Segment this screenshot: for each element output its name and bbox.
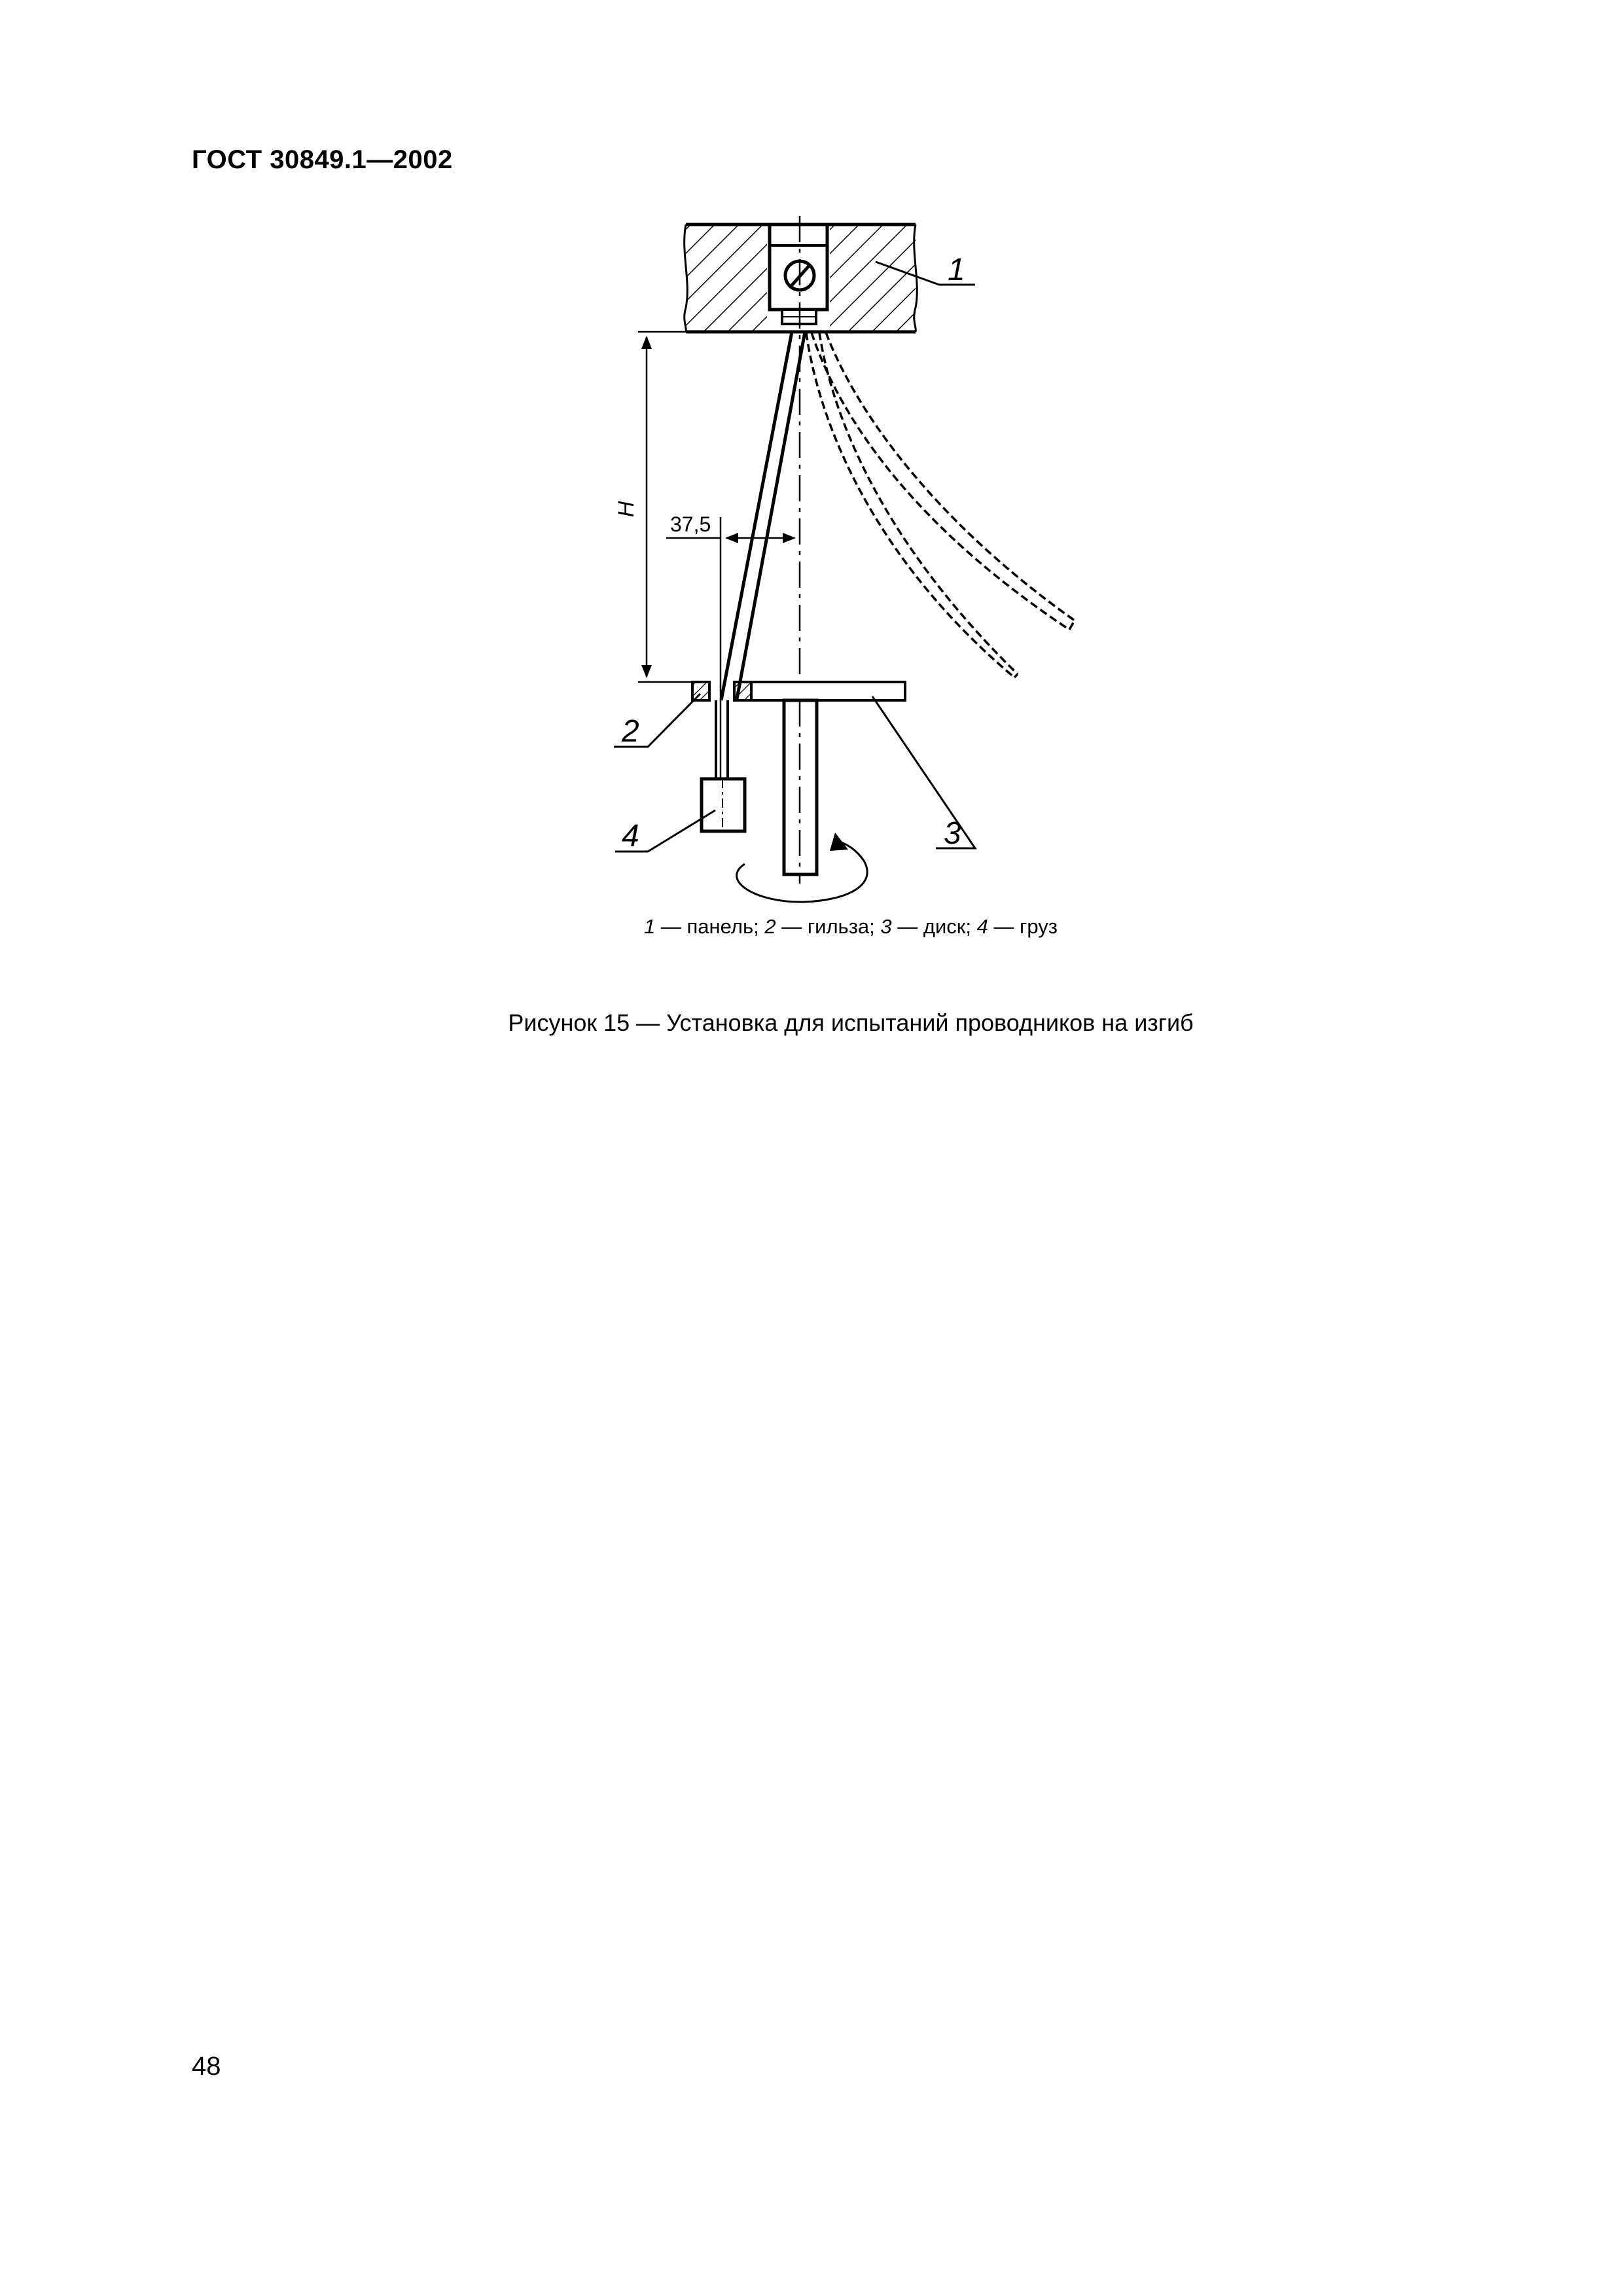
conductor-deflected [806, 332, 1075, 677]
dimension-h-label: H [614, 501, 639, 518]
callout-3: 3 [944, 816, 961, 851]
legend-text-4: — груз [988, 915, 1058, 938]
legend-num-3: 3 [880, 915, 892, 938]
legend-text-3: — диск; [891, 915, 977, 938]
document-code: ГОСТ 30849.1—2002 [192, 145, 453, 174]
callout-1: 1 [948, 253, 965, 287]
legend-text-1: — панель; [655, 915, 765, 938]
figure-caption: Рисунок 15 — Установка для испытаний проводников на изгиб [508, 1009, 1194, 1036]
callout-4: 4 [622, 819, 639, 853]
page-number: 48 [192, 2052, 221, 2081]
legend-num-1: 1 [644, 915, 656, 938]
legend-num-2: 2 [764, 915, 776, 938]
figure-legend [0, 915, 1623, 939]
disk [751, 682, 905, 700]
legend-num-4: 4 [976, 915, 988, 938]
dimension-offset-label: 37,5 [670, 512, 711, 536]
legend-text-2: — гильза; [776, 915, 881, 938]
weight-wire [716, 700, 728, 779]
callout-2: 2 [622, 714, 639, 749]
clamp-terminal [770, 224, 827, 324]
conductor [721, 332, 805, 700]
